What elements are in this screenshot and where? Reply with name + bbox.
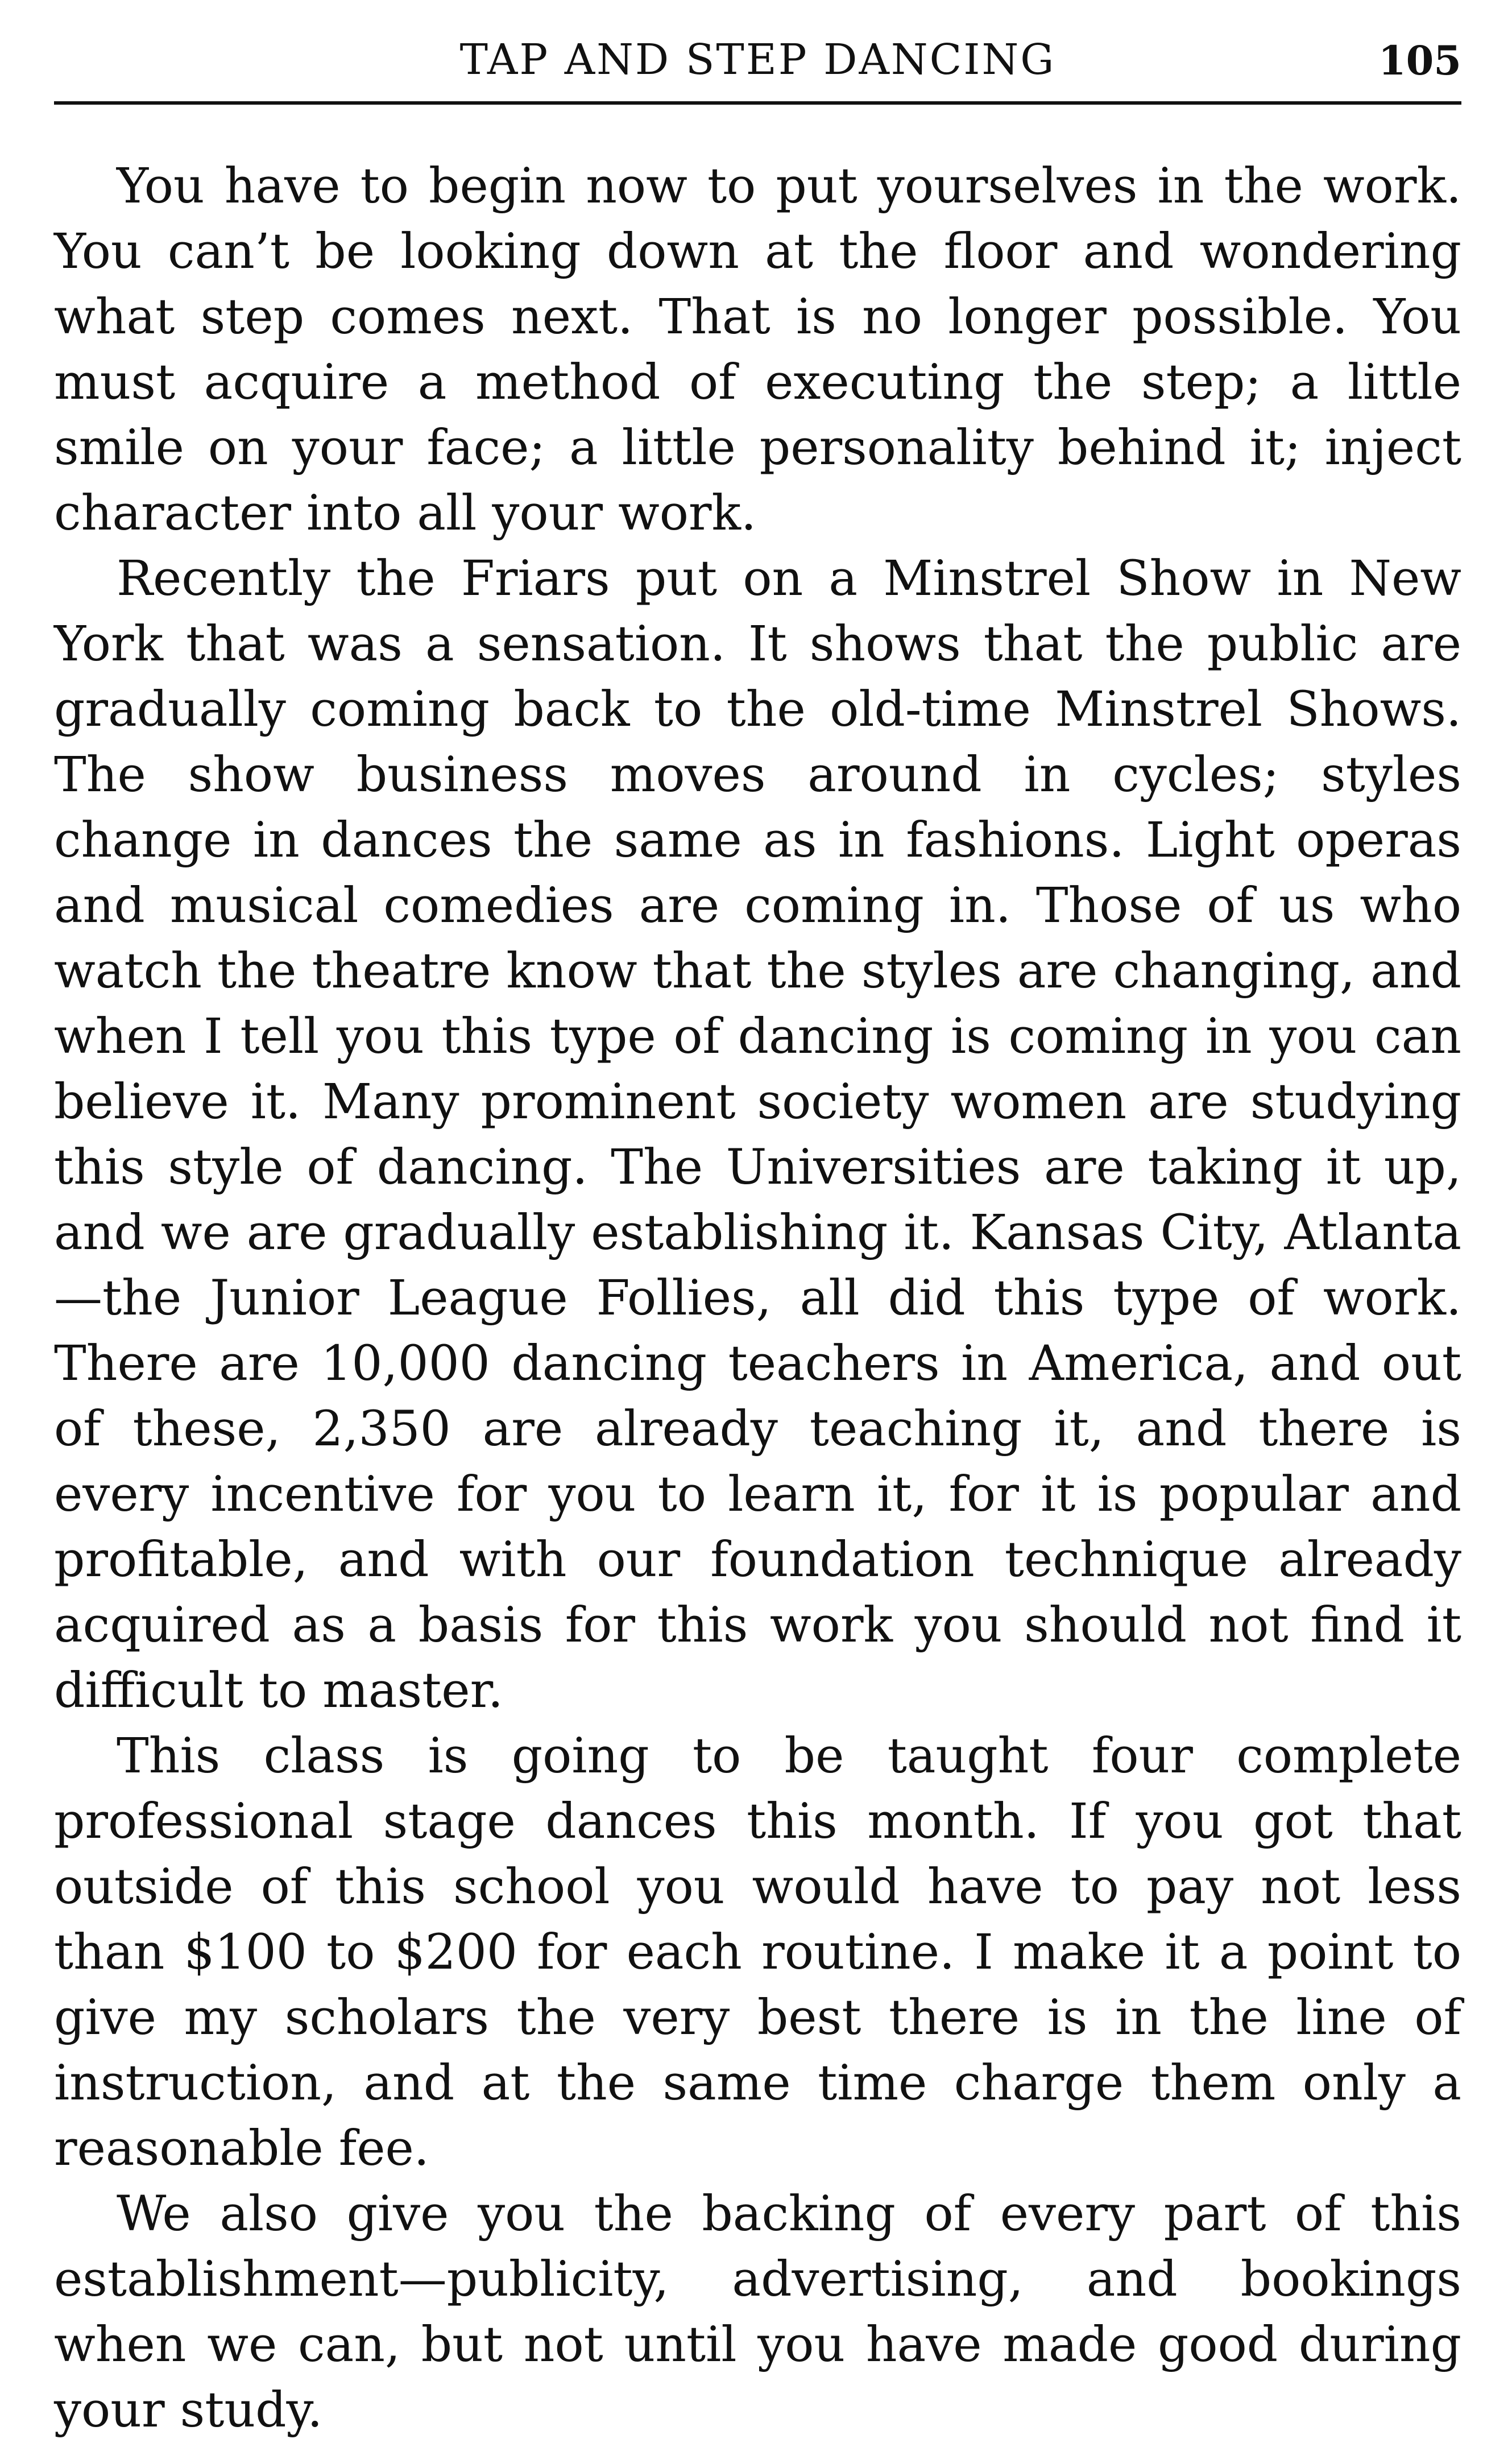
paragraph-4: We also give you the backing of every part of this establishment—publicity, advertising, and bookings when we can, but not until you have made good during your study. (54, 2186, 1461, 2438)
running-title: TAP AND STEP DANCING (459, 35, 1056, 84)
body-text (54, 154, 1461, 2443)
paragraph-3: This class is going to be taught four complete professional stage dances this month. If you got that outside of this school you would have to pay not less than $100 to $200 for each routine. I make it a point to give my scholars the very best there is in the line of instruction, and at the same time charge them only a reasonable fee. (54, 1728, 1461, 2177)
page-number: 105 (1378, 37, 1461, 84)
header-rule (54, 101, 1461, 105)
running-head (54, 31, 1461, 82)
paragraph-2: Recently the Friars put on a Minstrel Show in New York that was a sensation. It shows that the public are gradually coming back to the old-time Minstrel Shows. The show business moves around in cycles; styles change in dances the same as in fashions. Light operas and musical comedies are coming in. Those of us who watch the theatre know that the styles are changing, and when I tell you this type of dancing is coming in you can believe it. Many prominent society women are studying this style of dancing. The Universities are taking it up, and we are gradually establishing it. Kansas City, Atlanta—the Junior League Follies, all did this type of work. There are 10,000 dancing teachers in America, and out of these, 2,350 are already teaching it, and there is every incentive for you to learn it, for it is popular and profitable, and with our foundation technique already acquired as a basis for this work you should not find it difficult to master. (54, 551, 1461, 1719)
paragraph-1: You have to begin now to put yourselves in the work. You can’t be looking down at the floor and wondering what step comes next. That is no longer possible. You must acquire a method of executing the step; a little smile on your face; a little personality behind it; inject character into all your work. (54, 158, 1461, 541)
